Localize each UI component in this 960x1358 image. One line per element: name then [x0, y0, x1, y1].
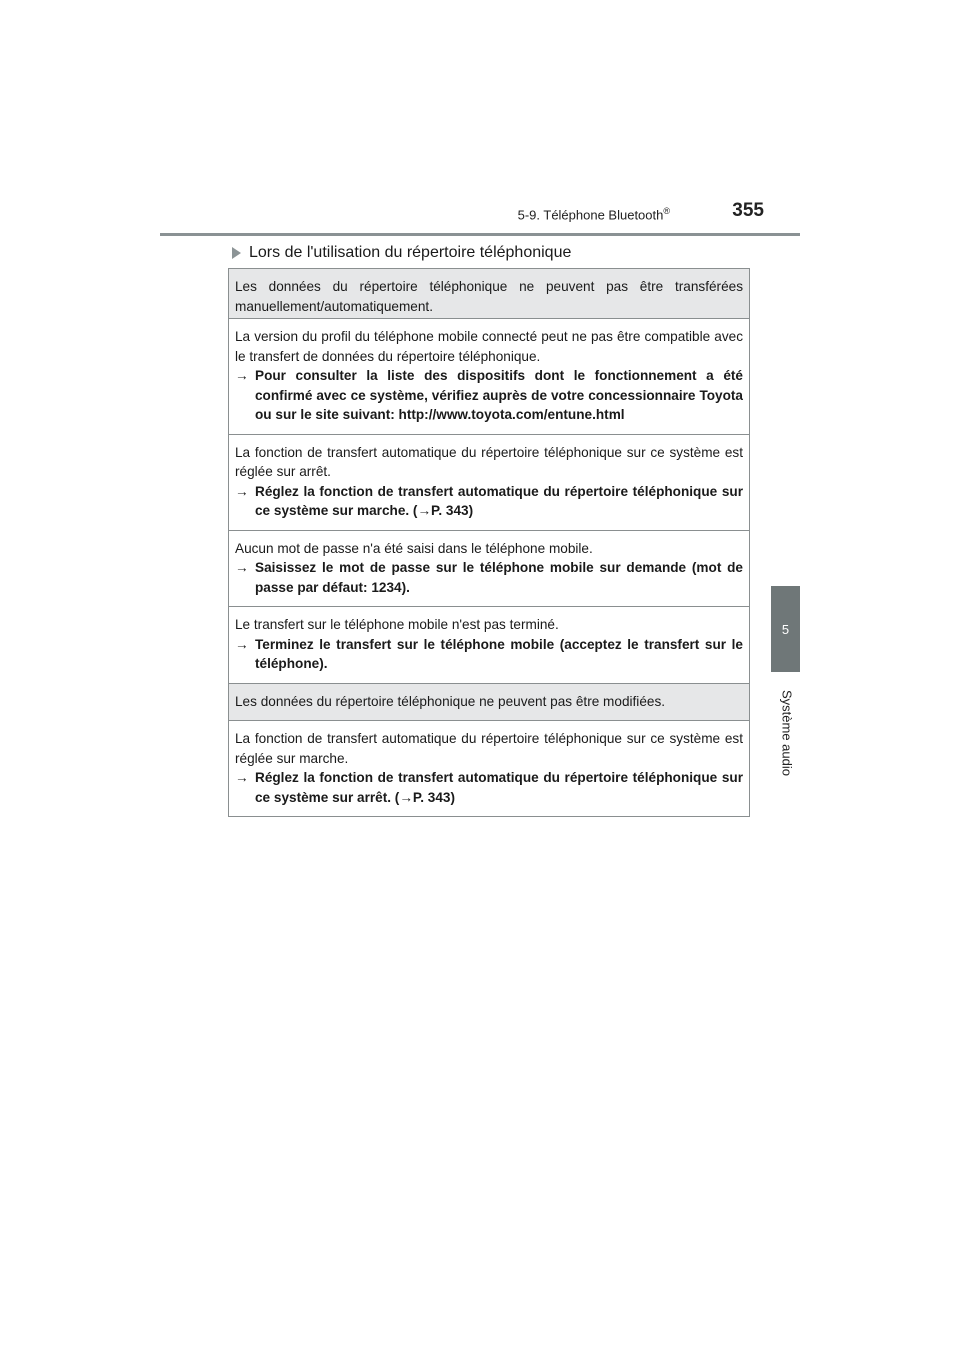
cause-text: La fonction de transfert automatique du répertoire téléphonique sur ce système est réglée sur marche.	[235, 731, 743, 766]
section-heading-text: Lors de l'utilisation du répertoire téléphonique	[249, 244, 572, 261]
remedy-text: Réglez la fonction de transfert automatique du répertoire téléphonique sur ce système sur arrêt. (→P. 343)	[255, 770, 743, 805]
symptom-text: Les données du répertoire téléphonique ne peuvent pas être transférées manuellement/automatiquement.	[235, 279, 743, 314]
remedy-text: Réglez la fonction de transfert automatique du répertoire téléphonique sur ce système sur marche. (→P. 343)	[255, 483, 743, 518]
arrow-right-icon: →	[235, 560, 249, 575]
cause-text: La fonction de transfert automatique du répertoire téléphonique sur ce système est réglée sur arrêt.	[235, 444, 743, 479]
remedy	[235, 635, 743, 674]
cause-row	[229, 721, 749, 816]
symptom-row	[229, 684, 749, 722]
remedy-text: Pour consulter la liste des dispositifs dont le fonctionnement a été confirmé avec ce système, vérifiez auprès de votre concessionnaire Toyota ou sur le site suivant: http://www.toyota.com/entune.html	[255, 368, 743, 422]
cause-row	[229, 319, 749, 435]
section-title: 5-9. Téléphone Bluetooth	[517, 207, 664, 223]
chapter-label: Système audio	[779, 690, 795, 776]
header-rule	[160, 233, 800, 236]
cause-text: La version du profil du téléphone mobile connecté peut ne pas être compatible avec le transfert de données du répertoire téléphonique.	[235, 329, 743, 364]
registered-mark: ®	[663, 206, 670, 216]
remedy-text: Terminez le transfert sur le téléphone mobile (acceptez le transfert sur le téléphone).	[255, 636, 743, 671]
running-header	[430, 206, 670, 222]
cause-row	[229, 607, 749, 684]
cause-row	[229, 435, 749, 531]
triangle-bullet-icon	[232, 247, 241, 259]
symptom-text: Les données du répertoire téléphonique ne peuvent pas être modifiées.	[235, 693, 666, 709]
arrow-right-icon: →	[235, 368, 249, 383]
cause-row	[229, 531, 749, 608]
cause-text: Aucun mot de passe n'a été saisi dans le téléphone mobile.	[235, 540, 593, 556]
cause-text: Le transfert sur le téléphone mobile n'est pas terminé.	[235, 617, 559, 632]
chapter-number: 5	[781, 621, 790, 637]
chapter-tab	[771, 586, 800, 672]
arrow-right-icon: →	[235, 770, 249, 785]
troubleshooting-table	[228, 268, 750, 817]
arrow-right-icon: →	[235, 636, 249, 652]
remedy	[235, 482, 743, 521]
page-number: 355	[732, 200, 764, 221]
symptom-row	[229, 269, 749, 319]
remedy	[235, 768, 743, 807]
remedy	[235, 366, 743, 425]
arrow-right-icon: →	[235, 483, 249, 499]
remedy	[235, 558, 743, 597]
remedy-text: Saisissez le mot de passe sur le téléphone mobile sur demande (mot de passe par défaut: 1234).	[255, 560, 743, 595]
section-heading	[232, 244, 752, 262]
